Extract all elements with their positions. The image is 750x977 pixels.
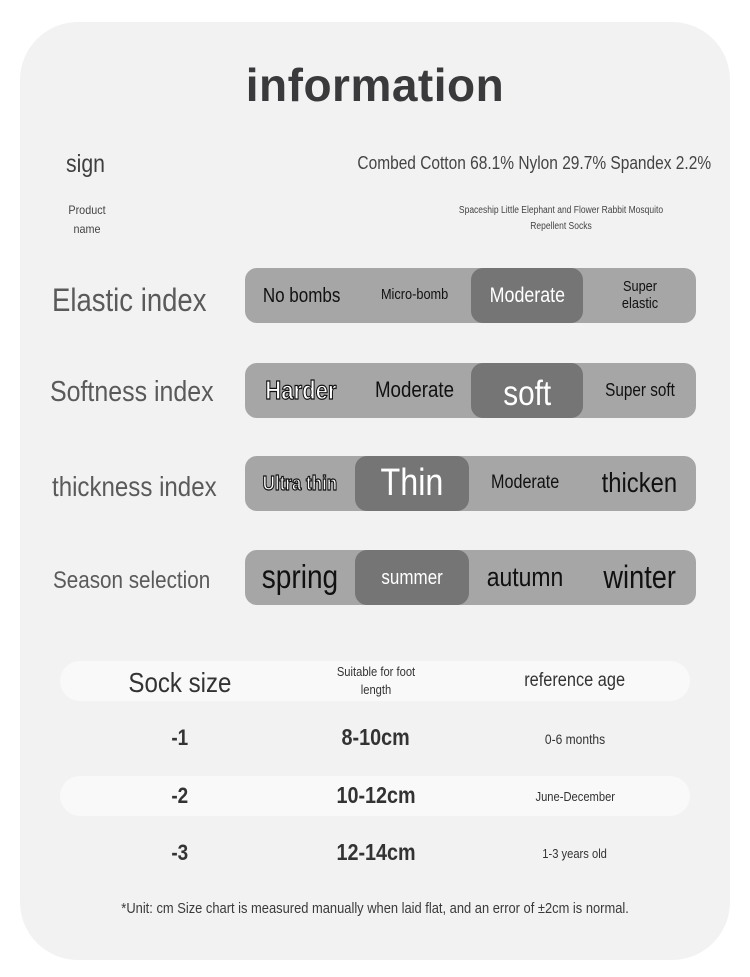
header-reference-age: reference age [524, 670, 626, 691]
page-title: information [245, 59, 505, 111]
thickness-option-ultra-thin[interactable]: Ultra thin [262, 472, 338, 495]
softness-option-soft-selected[interactable]: soft [471, 363, 584, 418]
season-option-summer-selected[interactable]: summer [355, 550, 469, 605]
softness-index-selector [245, 363, 696, 418]
thickness-option-thicken[interactable]: thicken [601, 467, 677, 499]
season-selector [245, 550, 696, 605]
row-foot-length: 10-12cm [336, 782, 416, 808]
product-name-label: Product name [68, 203, 106, 236]
row-age: 1-3 years old [542, 846, 608, 861]
row-size: -1 [171, 725, 189, 750]
softness-index-label: Softness index [50, 376, 214, 408]
row-age: June-December [535, 789, 615, 804]
row-age: 0-6 months [544, 731, 606, 747]
elastic-option-no-bombs[interactable]: No bombs [262, 284, 341, 307]
softness-option-super-soft[interactable]: Super soft [604, 379, 675, 400]
softness-option-moderate[interactable]: Moderate [374, 377, 454, 403]
header-foot-length: Suitable for foot length [336, 664, 416, 697]
product-name-value: Spaceship Little Elephant and Flower Rabbit Mosquito Repellent Socks [458, 205, 664, 232]
sign-label: sign [66, 150, 105, 178]
sign-value: Combed Cotton 68.1% Nylon 29.7% Spandex 2.2% [357, 153, 712, 173]
row-foot-length: 12-14cm [336, 839, 416, 865]
season-option-spring[interactable]: spring [261, 558, 339, 596]
elastic-option-super-elastic[interactable]: Super elastic [621, 278, 658, 312]
elastic-option-moderate-selected[interactable]: Moderate [471, 268, 584, 323]
season-option-autumn[interactable]: autumn [487, 561, 564, 592]
footnote: *Unit: cm Size chart is measured manually when laid flat, and an error of ±2cm is normal. [121, 900, 629, 917]
row-size: -3 [171, 840, 189, 865]
thickness-option-moderate[interactable]: Moderate [491, 472, 560, 494]
thickness-index-selector [245, 456, 696, 511]
elastic-option-micro-bomb[interactable]: Micro-bomb [380, 286, 448, 304]
softness-option-harder[interactable]: Harder [265, 375, 337, 406]
row-size: -2 [171, 783, 189, 808]
elastic-index-label: Elastic index [52, 282, 207, 318]
row-foot-length: 8-10cm [341, 724, 411, 750]
thickness-option-thin-selected[interactable]: Thin [355, 456, 469, 511]
header-sock-size: Sock size [128, 667, 232, 698]
elastic-index-selector [245, 268, 696, 323]
season-selection-label: Season selection [53, 567, 211, 594]
thickness-index-label: thickness index [52, 471, 217, 502]
season-option-winter[interactable]: winter [602, 558, 676, 595]
